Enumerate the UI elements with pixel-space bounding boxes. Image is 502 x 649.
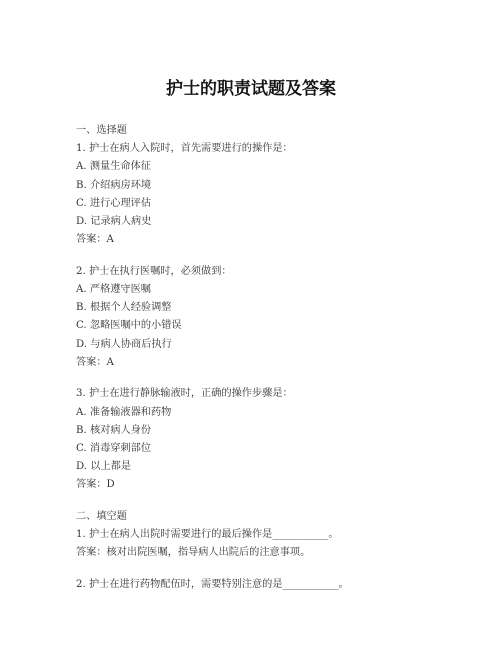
question-1-option-b: B. 介绍病房环境 bbox=[76, 179, 152, 191]
section-heading-fill-blank: 二、填空题 bbox=[76, 511, 127, 523]
question-2-option-a: A. 严格遵守医嘱 bbox=[76, 284, 151, 295]
question-3-option-a: A. 准备输液器和药物 bbox=[76, 406, 172, 418]
question-2-answer: 答案：A bbox=[76, 356, 114, 368]
spacer bbox=[76, 372, 462, 386]
question-1-text: 1. 护士在病人入院时，首先需要进行的操作是： bbox=[76, 143, 293, 155]
spacer bbox=[76, 495, 462, 509]
question-3-answer: 答案：D bbox=[76, 479, 115, 491]
document-body bbox=[76, 122, 462, 594]
fill-question-1-answer: 答案：核对出院医嘱，指导病人出院后的注意事项。 bbox=[76, 547, 311, 559]
question-2-option-b: B. 根据个人经验调整 bbox=[76, 302, 172, 314]
fill-question-2-text: 2. 护士在进行药物配伍时，需要特别注意的是___________。 bbox=[76, 579, 349, 591]
question-2-option-d: D. 与病人协商后执行 bbox=[76, 338, 172, 350]
question-1-option-d: D. 记录病人病史 bbox=[76, 215, 152, 227]
question-3-option-d: D. 以上都是 bbox=[76, 461, 132, 473]
question-1-option-a: A. 测量生命体征 bbox=[76, 161, 151, 173]
question-2-text: 2. 护士在执行医嘱时，必须做到： bbox=[76, 265, 232, 277]
question-2-option-c: C. 忽略医嘱中的小错误 bbox=[76, 320, 182, 332]
spacer bbox=[76, 563, 462, 577]
question-3-option-c: C. 消毒穿刺部位 bbox=[76, 443, 152, 454]
spacer bbox=[76, 249, 462, 263]
question-1-answer: 答案：A bbox=[76, 234, 114, 246]
page-title: 护士的职责试题及答案 bbox=[166, 79, 336, 99]
section-heading-choice: 一、选择题 bbox=[76, 125, 127, 136]
fill-question-1-text: 1. 护士在病人出院时需要进行的最后操作是___________。 bbox=[76, 529, 339, 541]
question-3-text: 3. 护士在进行静脉输液时，正确的操作步骤是： bbox=[76, 388, 293, 400]
question-3-option-b: B. 核对病人身份 bbox=[76, 424, 152, 436]
question-1-option-c: C. 进行心理评估 bbox=[76, 197, 152, 209]
